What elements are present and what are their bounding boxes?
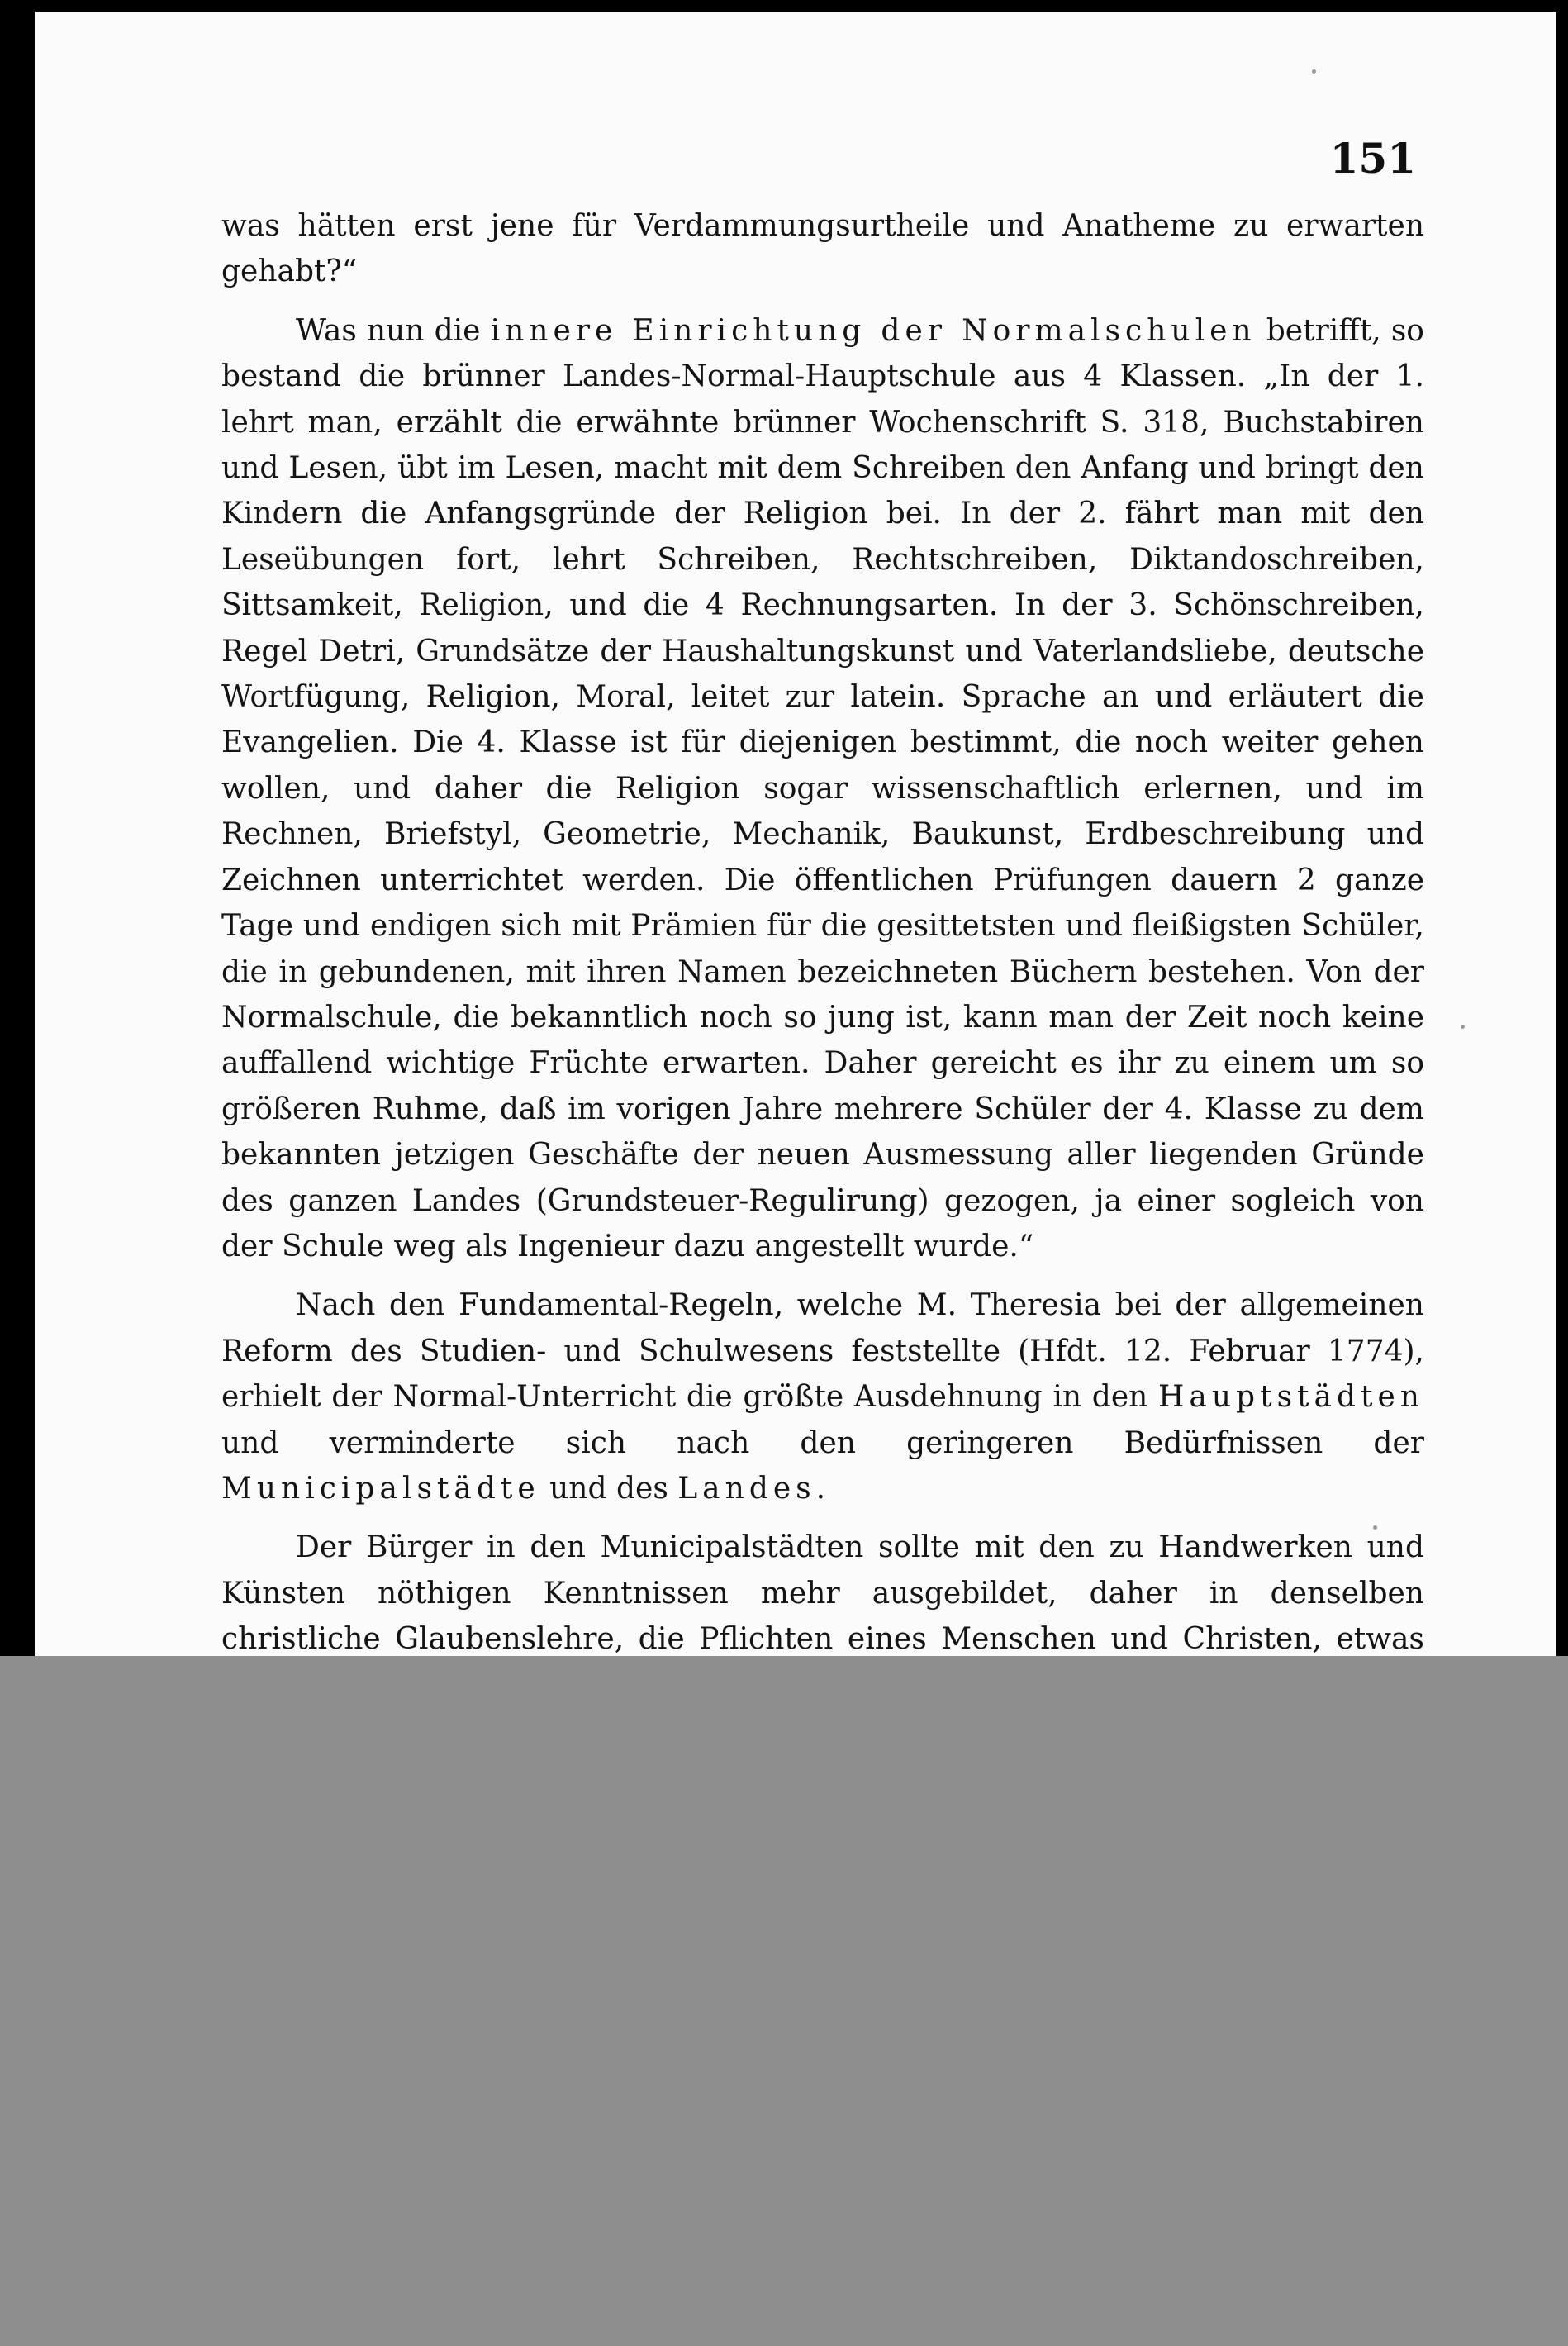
emphasized-municipalstaedte: Municipalstädte — [221, 1471, 540, 1506]
body-text — [221, 203, 1424, 1721]
paragraph-2 — [221, 308, 1424, 1270]
paragraph-3-mid: und verminderte sich nach den geringeren Bedürfnissen der — [221, 1425, 1424, 1460]
emphasized-phrase: innere Einrichtung der Normalschulen — [490, 313, 1257, 348]
left-scan-edge — [0, 0, 13, 1656]
emphasized-hauptstaedten: Hauptstädten — [1158, 1380, 1424, 1415]
scan-speck — [1461, 1025, 1465, 1029]
paragraph-3-end: . — [815, 1471, 826, 1506]
paragraph-2-rest: betrifft, so bestand die brünner Landes-Normal-Hauptschule aus 4 Klassen. „In der 1. lehrt man, erzählt die erwähnte brünner Wochenschrift S. 318, Buchstabiren und Lesen, übt im Lesen, macht mit dem Schreiben den Anfang und bringt den Kindern die Anfangsgründe der Religion bei. In der 2. fährt man mit den Leseübungen fort, lehrt Schreiben, Rechtschreiben, Diktandoschreiben, Sittsamkeit, Religion, und die 4 Rechnungsarten. In der 3. Schönschreiben, Regel Detri, Grundsätze der Haushaltungskunst und Vaterlandsliebe, deutsche Wortfügung, Religion, Moral, leitet zur latein. Sprache an und erläutert die Evangelien. Die 4. Klasse ist für diejenigen bestimmt, die noch weiter gehen wollen, und daher die Religion sogar wissenschaftlich erlernen, und im Rechnen, Briefstyl, Geometrie, Mechanik, Baukunst, Erdbeschreibung und Zeichnen unterrichtet werden. Die öffentlichen Prüfungen dauern 2 ganze Tage und endigen sich mit Prämien für die gesittetsten und fleißigsten Schüler, die in gebundenen, mit ihren Namen bezeichneten Büchern bestehen. Von der Normalschule, die bekanntlich noch so jung ist, kann man der Zeit noch keine auffallend wichtige Früchte erwarten. Daher gereicht es ihr zu einem um so größeren Ruhme, daß im vorigen Jahre mehrere Schüler der 4. Klasse zu dem bekannten jetzigen Geschäfte der neuen Ausmessung aller liegenden Gründe des ganzen Landes (Grundsteuer-Regulirung) gezogen, ja einer sogleich von der Schule weg als Ingenieur dazu angestellt wurde.“ — [221, 313, 1424, 1263]
scan-speck — [1312, 69, 1316, 74]
paragraph-1: was hätten erst jene für Verdammungsurtheile und Anatheme zu erwarten gehabt?“ — [221, 209, 1424, 289]
scanner-background — [0, 1656, 1568, 2346]
page-number: 151 — [1329, 134, 1416, 183]
paragraph-3 — [221, 1282, 1424, 1511]
book-page — [35, 12, 1556, 1656]
paragraph-3-lead: Nach den Fundamental-Regeln, welche M. Theresia bei der allgemeinen Reform des Studien- und Schulwesens feststellte (Hfdt. 12. Februar 1774), erhielt der Normal-Unterricht die größte Ausdehnung in den — [221, 1288, 1424, 1415]
paragraph-3-and: und des — [549, 1471, 668, 1506]
paragraph-4: Der Bürger in den Municipalstädten sollte mit den zu Handwerken und Künsten nöthigen Kenntnissen mehr ausgebildet, daher in denselben christliche Glaubenslehre, die Pflichten eines Menschen und Christen, etwas — [221, 1530, 1424, 1657]
emphasized-landes: Landes — [677, 1471, 816, 1506]
scan-speck — [1373, 1525, 1377, 1530]
paragraph-2-lead: Was nun die — [296, 313, 481, 348]
